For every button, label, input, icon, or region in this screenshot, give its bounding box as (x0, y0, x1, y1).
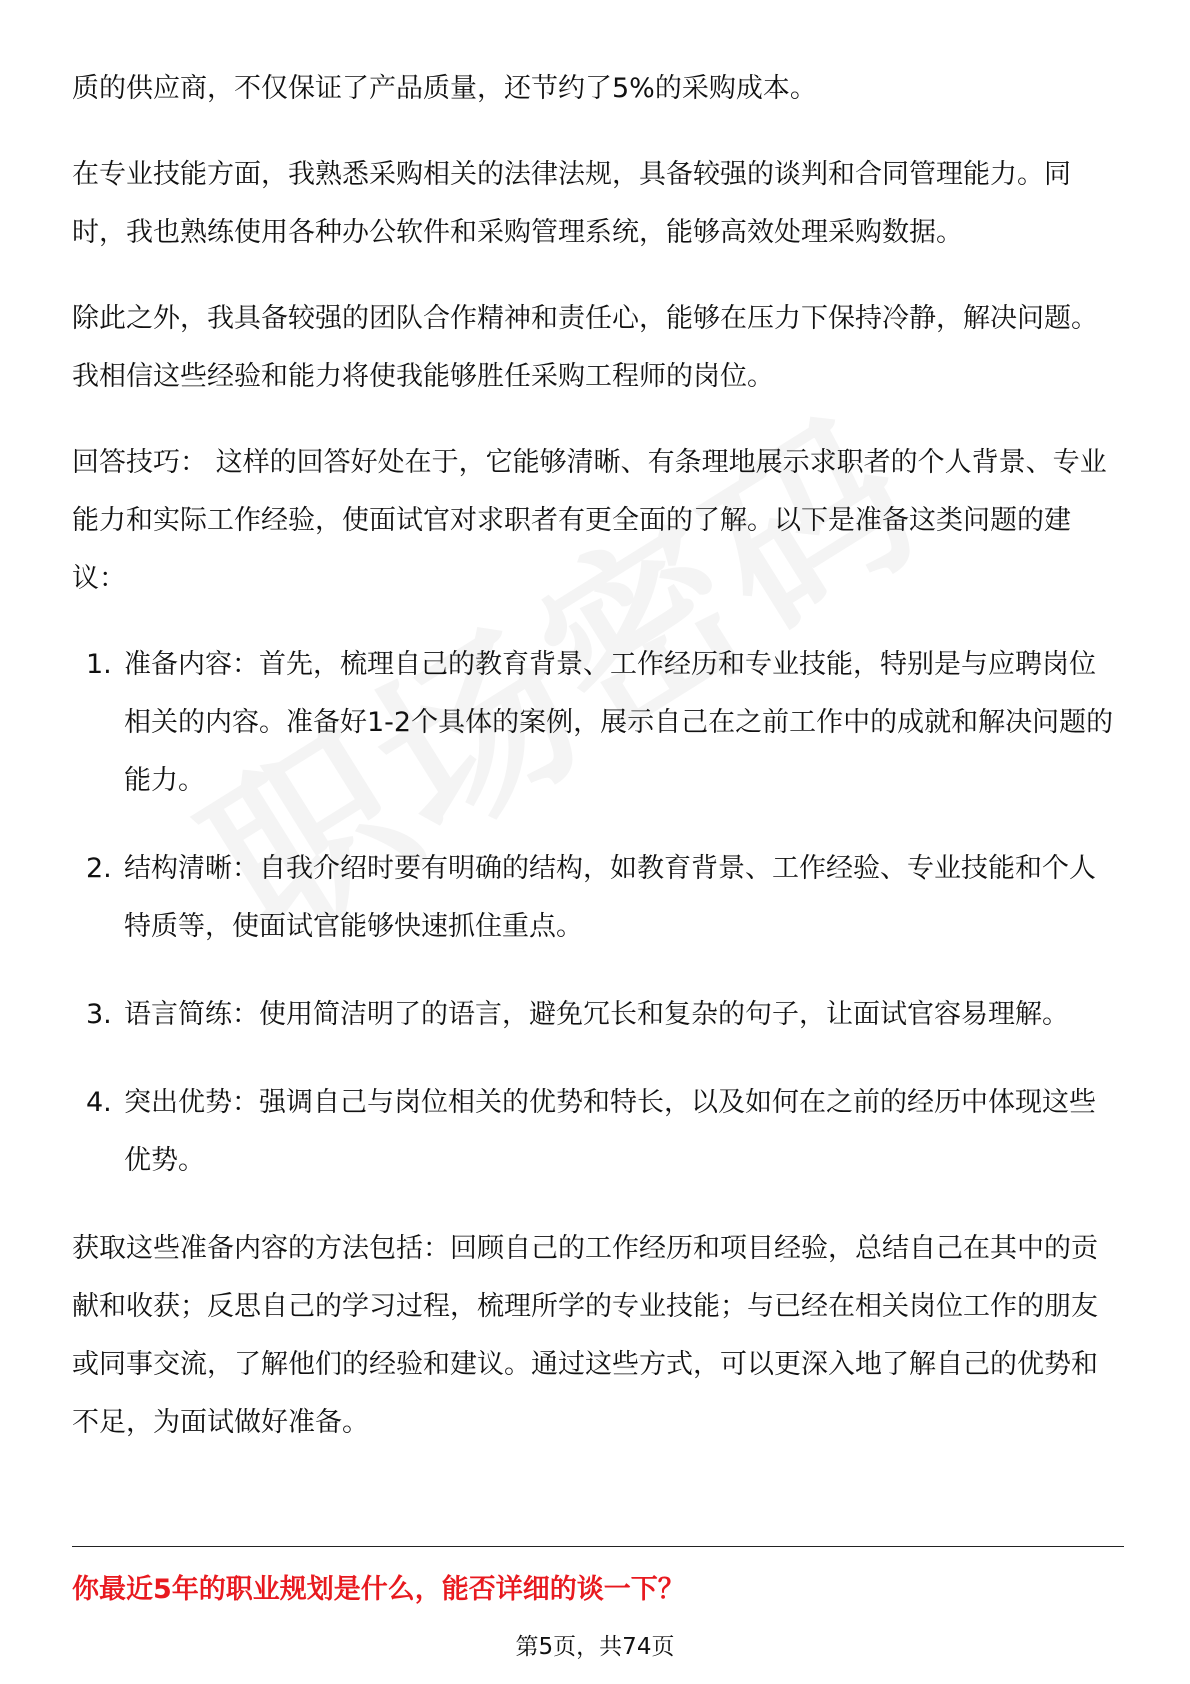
paragraph-teamwork: 除此之外，我具备较强的团队合作精神和责任心，能够在压力下保持冷静，解决问题。我相信这些经验和能力将使我能够胜任采购工程师的岗位。 (72, 303, 1098, 392)
paragraph-professional-skills: 在专业技能方面，我熟悉采购相关的法律法规，具备较强的谈判和合同管理能力。同时，我也熟练使用各种办公软件和采购管理系统，能够高效处理采购数据。 (72, 159, 1071, 248)
list-item-text: 准备内容：首先，梳理自己的教育背景、工作经历和专业技能，特别是与应聘岗位相关的内容。准备好1-2个具体的案例，展示自己在之前工作中的成就和解决问题的能力。 (124, 649, 1114, 796)
list-number: 4. (86, 1087, 112, 1118)
list-item-text: 突出优势：强调自己与岗位相关的优势和特长，以及如何在之前的经历中体现这些优势。 (124, 1087, 1096, 1176)
paragraph-answer-tips: 回答技巧： 这样的回答好处在于，它能够清晰、有条理地展示求职者的个人背景、专业能力和实际工作经验，使面试官对求职者有更全面的了解。以下是准备这类问题的建议： (72, 447, 1107, 594)
paragraph-supplier-result: 质的供应商，不仅保证了产品质量，还节约了5%的采购成本。 (72, 73, 817, 104)
list-item (72, 636, 1122, 810)
list-number: 3. (86, 999, 112, 1030)
list-item (72, 986, 1122, 1044)
paragraph-preparation-methods: 获取这些准备内容的方法包括：回顾自己的工作经历和项目经验，总结自己在其中的贡献和收获；反思自己的学习过程，梳理所学的专业技能；与已经在相关岗位工作的朋友或同事交流，了解他们的经验和建议。通过这些方式，可以更深入地了解自己的优势和不足，为面试做好准备。 (72, 1233, 1098, 1438)
page-footer: 第5页，共74页 (515, 1634, 675, 1660)
list-item (72, 1074, 1122, 1190)
list-number: 1. (86, 649, 112, 680)
list-item-text: 语言简练：使用简洁明了的语言，避免冗长和复杂的句子，让面试官容易理解。 (124, 999, 1069, 1030)
list-item-text: 结构清晰：自我介绍时要有明确的结构，如教育背景、工作经验、专业技能和个人特质等，使面试官能够快速抓住重点。 (124, 853, 1096, 942)
list-number: 2. (86, 853, 112, 884)
tips-list (72, 636, 1122, 1190)
page-content (72, 60, 1122, 1480)
next-question-heading: 你最近5年的职业规划是什么，能否详细的谈一下？ (72, 1574, 685, 1605)
list-item (72, 840, 1122, 956)
section-divider (72, 1546, 1124, 1547)
